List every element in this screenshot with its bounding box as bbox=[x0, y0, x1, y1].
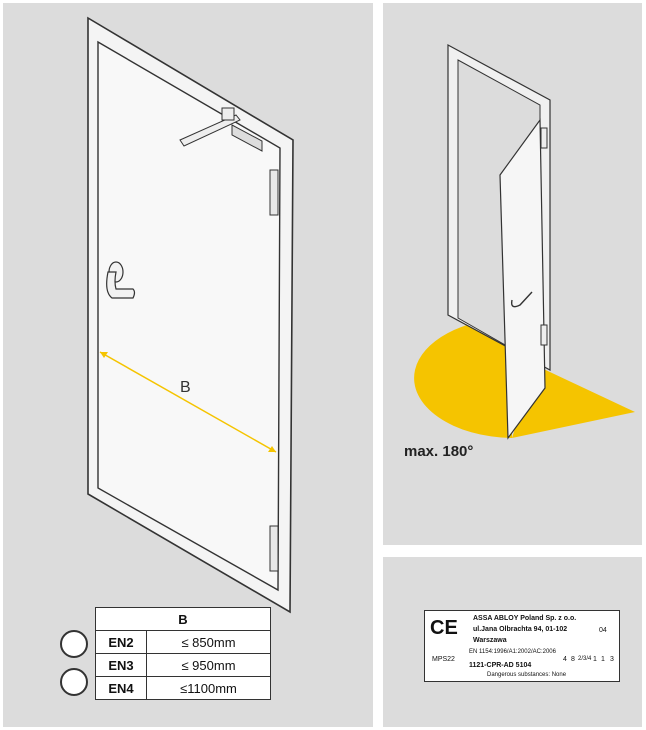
class-digit: 2/3/4 bbox=[578, 656, 592, 662]
class-digit: 3 bbox=[610, 656, 614, 663]
dangerous-substances-note: Dangerous substances: None bbox=[487, 672, 567, 678]
table-row: EN4 ≤1100mm bbox=[96, 677, 271, 700]
company-city: Warszawa bbox=[473, 637, 507, 644]
fire-icon bbox=[60, 668, 88, 696]
width-dimension-label: B bbox=[180, 379, 191, 396]
certificate-number: 1121-CPR-AD 5104 bbox=[469, 662, 532, 669]
class-digit: 1 bbox=[601, 656, 605, 663]
table-row: EN3 ≤ 950mm bbox=[96, 654, 271, 677]
table-header: B bbox=[96, 608, 271, 631]
model-name: MPS22 bbox=[432, 656, 455, 663]
top-hinge bbox=[270, 170, 278, 215]
class-digit: 4 bbox=[563, 656, 567, 663]
notified-body-code: 04 bbox=[599, 627, 607, 634]
class-digit: 8 bbox=[571, 656, 575, 663]
no-fire-icon bbox=[60, 630, 88, 658]
standard-reference: EN 1154:1996/A1:2002/AC:2006 bbox=[469, 649, 556, 655]
open-door-leaf bbox=[500, 120, 545, 438]
max-opening-label: max. 180° bbox=[404, 443, 474, 460]
door-width-table bbox=[95, 607, 271, 700]
table-row: EN2 ≤ 850mm bbox=[96, 631, 271, 654]
class-digit: 1 bbox=[593, 656, 597, 663]
company-address: ul.Jana Olbrachta 94, 01-102 bbox=[473, 626, 568, 633]
bottom-hinge bbox=[270, 526, 278, 571]
company-name: ASSA ABLOY Poland Sp. z o.o. bbox=[473, 615, 577, 622]
ce-mark: CE bbox=[430, 617, 458, 639]
ce-label bbox=[424, 610, 620, 682]
